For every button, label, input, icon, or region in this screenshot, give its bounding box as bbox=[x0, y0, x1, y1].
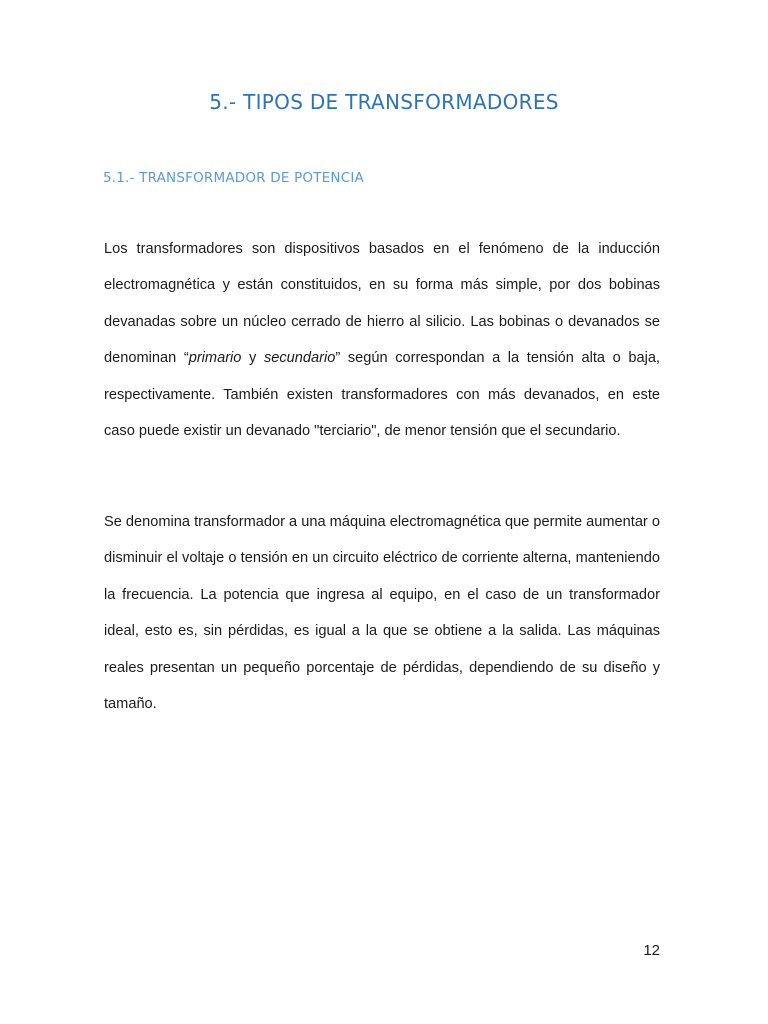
paragraph-1-connector: y bbox=[241, 350, 264, 367]
chapter-title: 5.- TIPOS DE TRANSFORMADORES bbox=[209, 90, 559, 114]
paragraph-1-text bbox=[104, 231, 660, 449]
paragraph-1-part-2: ” según correspondan a la tensión alta o baja, respectivamente. También existen transformadores con más devanados, en este caso puede existir un devanado "terciario", de menor tensión que el secundario. bbox=[104, 350, 660, 440]
section-title: 5.1.- TRANSFORMADOR DE POTENCIA bbox=[103, 170, 364, 186]
paragraph-transformer-function bbox=[104, 504, 660, 722]
primary-term: primario bbox=[188, 350, 242, 367]
page-number: 12 bbox=[643, 942, 660, 959]
paragraph-transformer-definition bbox=[104, 231, 660, 449]
secondary-term: secundario bbox=[263, 350, 336, 367]
paragraph-2-text: Se denomina transformador a una máquina electromagnética que permite aumentar o disminuir el voltaje o tensión en un circuito eléctrico de corriente alterna, manteniendo la frecuencia. La potencia que ingresa al equipo, en el caso de un transformador ideal, esto es, sin pérdidas, es igual a la que se obtiene a la salida. Las máquinas reales presentan un pequeño porcentaje de pérdidas, dependiendo de su diseño y tamaño. bbox=[104, 514, 660, 713]
paragraph-1-part-1: Los transformadores son dispositivos basados en el fenómeno de la inducción electromagnética y están constituidos, en su forma más simple, por dos bobinas devanadas sobre un núcleo cerrado de hierro al silicio. Las bobinas o devanados se denominan “ bbox=[104, 241, 660, 367]
